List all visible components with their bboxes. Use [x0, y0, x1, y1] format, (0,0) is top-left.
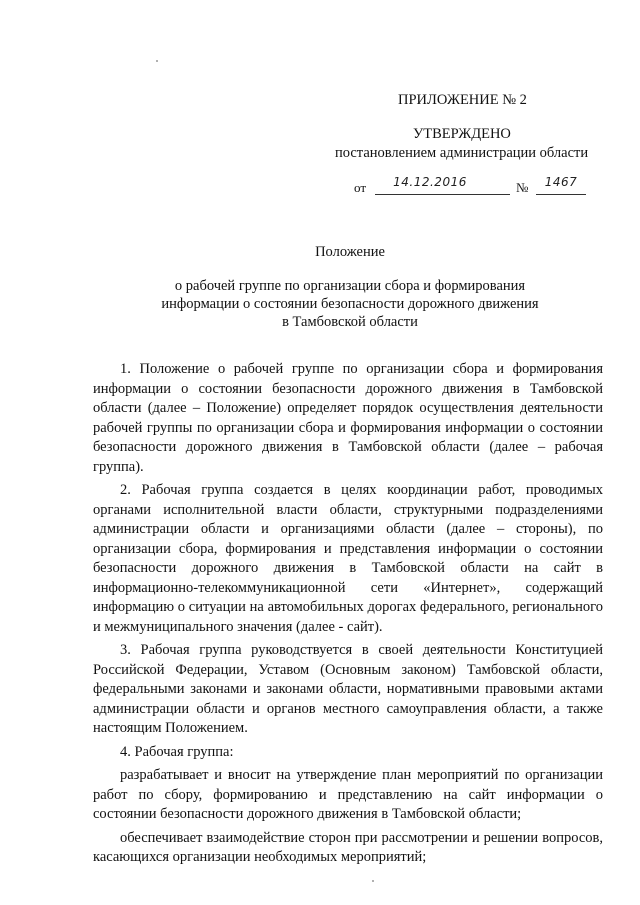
- document-subtitle-line-1: о рабочей группе по организации сбора и формирования: [174, 278, 526, 294]
- date-underline: [375, 194, 510, 195]
- date-from-label: от: [354, 180, 367, 195]
- handwritten-date: 14.12.2016: [393, 175, 467, 189]
- scan-speck: [156, 60, 158, 62]
- document-subtitle-line-3: в Тамбовской области: [282, 314, 418, 330]
- number-underline: [536, 194, 586, 195]
- paragraph-1: 1. Положение о рабочей группе по организации сбора и формирования информации о состоянии безопасности дорожного движения в Тамбовской области (далее – Положение) определяет порядок осуществления деятельности рабочей группы по организации сбора и формирования информации о состоянии безопасности дорожного движения в Тамбовской области (далее – рабочая группа).: [93, 361, 603, 475]
- handwritten-number: 1467: [544, 175, 578, 189]
- document-subtitle-line-2: информации о состоянии безопасности дорожного движения: [161, 296, 539, 312]
- paragraph-4: 4. Рабочая группа:: [120, 743, 234, 760]
- appendix-label: ПРИЛОЖЕНИЕ № 2: [398, 92, 527, 108]
- paragraph-2: 2. Рабочая группа создается в целях координации работ, проводимых органами исполнительной власти области, структурными подразделениями администрации области и организациями области (далее – стороны), по организации сбора, формирования и представления информации о состоянии безопасности дорожного движения в Тамбовской области на сайт в информационно-телекоммуникационной сети «Интернет», содержащий информацию о ситуации на автомобильных дорогах федерального, регионального и межмуниципального значения (далее - сайт).: [93, 482, 603, 635]
- document-title: Положение: [315, 244, 385, 260]
- document-body: [93, 360, 603, 868]
- paragraph-4-item-1: разрабатывает и вносит на утверждение план мероприятий по организации работ по сбору, формированию и представлению на сайт информации о состоянии безопасности дорожного движения в Тамбовской области;: [93, 767, 603, 822]
- approved-label: УТВЕРЖДЕНО: [413, 126, 511, 142]
- scan-speck: [372, 880, 374, 882]
- paragraph-3: 3. Рабочая группа руководствуется в своей деятельности Конституцией Российской Федерации, Уставом (Основным законом) Тамбовской области, федеральными законами и законами области, нормативными правовыми актами администрации области и органов местного самоуправления области, а также настоящим Положением.: [93, 642, 603, 736]
- paragraph-4-item-2: обеспечивает взаимодействие сторон при рассмотрении и решении вопросов, касающихся организации необходимых мероприятий;: [93, 829, 603, 865]
- decree-label: постановлением администрации области: [335, 145, 589, 161]
- number-label: №: [516, 180, 529, 195]
